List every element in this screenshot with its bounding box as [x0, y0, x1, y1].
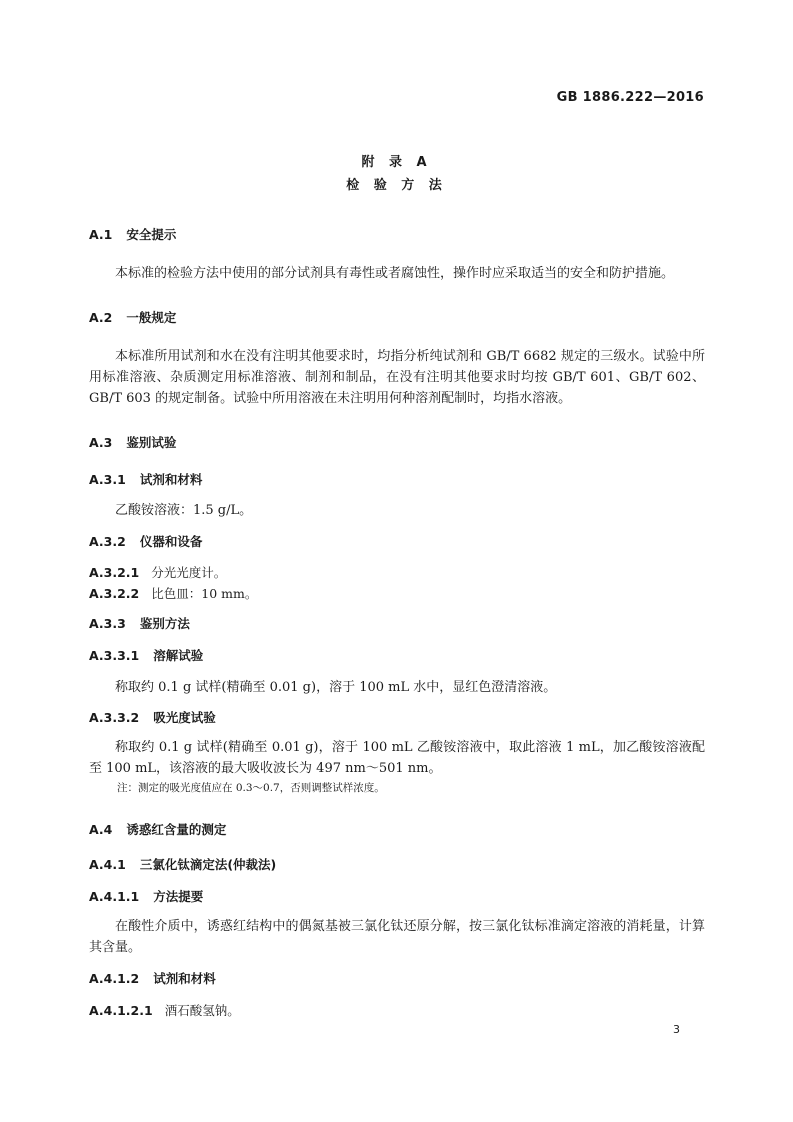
section-heading-a4-1-2: [89, 969, 216, 987]
section-number: A.4: [89, 822, 113, 837]
paragraph-a1: 本标准的检验方法中使用的部分试剂具有毒性或者腐蚀性，操作时应采取适当的安全和防护措施。: [115, 266, 675, 281]
section-number: A.4.1.2: [89, 971, 140, 986]
paragraph-a3-1: 乙酸铵溶液：1.5 g/L。: [115, 503, 253, 518]
appendix-title: 检 验 方 法: [346, 178, 447, 193]
page-number: 3: [673, 1023, 680, 1036]
section-heading-a3-3: [89, 614, 190, 632]
clause-a4-1-2-1: [89, 1001, 240, 1019]
section-number: A.3.3.1: [89, 648, 140, 663]
section-number: A.3.2: [89, 534, 126, 549]
section-number: A.3.3: [89, 616, 126, 631]
section-title: 试剂和材料: [153, 971, 216, 986]
section-number: A.1: [89, 227, 113, 242]
section-heading-a3-3-1: [89, 646, 203, 664]
section-heading-a1: [89, 225, 176, 243]
clause-text: 比色皿：10 mm。: [151, 586, 258, 601]
section-heading-a4-1-1: [89, 887, 203, 905]
section-title: 仪器和设备: [139, 534, 203, 549]
clause-a3-2-2: [89, 584, 257, 602]
clause-number: A.3.2.2: [89, 586, 140, 601]
paragraph-a2: 本标准所用试剂和水在没有注明其他要求时，均指分析纯试剂和 GB/T 6682 规定的三级水。试验中所用标准溶液、杂质测定用标准溶液、制剂和制品，在没有注明其他要求时均按 GB/T 601、GB/T 602、GB/T 603 的规定制备。试验中所用溶液在未注明用何种溶剂配制时，均指水溶液。: [89, 349, 705, 406]
section-title: 试剂和材料: [139, 472, 203, 487]
clause-number: A.4.1.2.1: [89, 1003, 153, 1018]
section-number: A.3: [89, 435, 113, 450]
clause-text: 分光光度计。: [151, 565, 227, 580]
clause-a3-2-1: [89, 563, 226, 581]
section-number: A.4.1: [89, 857, 126, 872]
paragraph-a4-1-1: 在酸性介质中，诱惑红结构中的偶氮基被三氯化钛还原分解，按三氯化钛标准滴定溶液的消耗量，计算其含量。: [89, 919, 705, 955]
section-number: A.3.1: [89, 472, 126, 487]
section-heading-a4: [89, 820, 226, 838]
section-number: A.4.1.1: [89, 889, 140, 904]
section-title: 溶解试验: [153, 648, 204, 663]
section-title: 吸光度试验: [153, 710, 216, 725]
section-heading-a3-1: [89, 470, 202, 488]
section-title: 鉴别试验: [126, 435, 177, 450]
section-heading-a3-3-2: [89, 708, 216, 726]
section-title: 安全提示: [126, 227, 177, 242]
section-number: A.3.3.2: [89, 710, 140, 725]
section-title: 诱惑红含量的测定: [126, 822, 227, 837]
standard-number: GB 1886.222—2016: [556, 90, 704, 105]
section-title: 一般规定: [126, 310, 177, 325]
note-a3-3-2: 注：测定的吸光度值应在 0.3～0.7，否则调整试样浓度。: [117, 782, 385, 794]
section-heading-a2: [89, 308, 176, 326]
section-number: A.2: [89, 310, 113, 325]
section-heading-a3: [89, 433, 176, 451]
section-title: 鉴别方法: [139, 616, 190, 631]
paragraph-a3-3-1: 称取约 0.1 g 试样(精确至 0.01 g)，溶于 100 mL 水中，显红色澄清溶液。: [115, 680, 557, 695]
appendix-label: 附 录 A: [361, 155, 432, 170]
section-title: 三氯化钛滴定法(仲裁法): [139, 857, 277, 872]
section-heading-a3-2: [89, 532, 202, 550]
section-title: 方法提要: [153, 889, 204, 904]
section-heading-a4-1: [89, 855, 276, 873]
paragraph-a3-3-2: 称取约 0.1 g 试样(精确至 0.01 g)，溶于 100 mL 乙酸铵溶液中，取此溶液 1 mL，加乙酸铵溶液配至 100 mL，该溶液的最大吸收波长为 497 nm～501 nm。: [89, 740, 705, 776]
clause-text: 酒石酸氢钠。: [164, 1003, 240, 1018]
clause-number: A.3.2.1: [89, 565, 140, 580]
